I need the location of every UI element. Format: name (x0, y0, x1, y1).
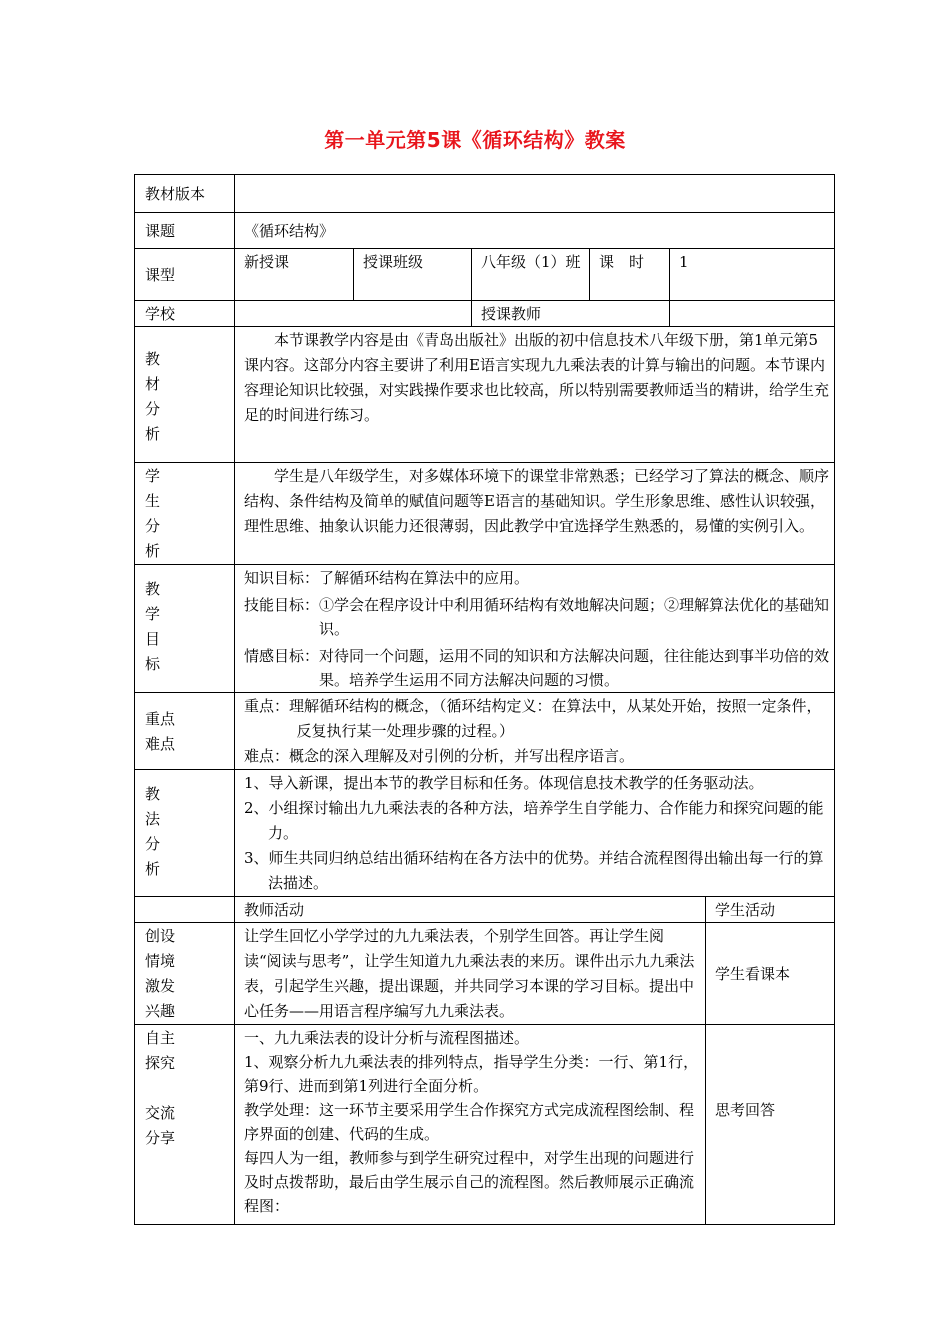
type-value: 新授课 (235, 249, 354, 301)
teacher-activity: 让学生回忆小学学过的九九乘法表，个别学生回答。再让学生阅读“阅读与思考”，让学生知道九九乘法表的来历。课件出示九九乘法表，引起学生兴趣，提出课题，并共同学习本课的学习目标。提出中心任务——用语言程序编写九九乘法表。 (235, 923, 706, 1025)
topic-label: 课题 (135, 213, 235, 249)
goal-emotion: 情感目标：对待同一个问题，运用不同的知识和方法解决问题，往往能达到事半功倍的效果。培养学生运用不同方法解决问题的习惯。 (244, 647, 830, 689)
type-label: 课型 (135, 249, 235, 301)
student-activity-header: 学生活动 (706, 897, 835, 923)
material-label: 教 材 分 析 (135, 327, 235, 463)
student-activity: 学生看课本 (706, 923, 835, 1025)
hours-label: 课 时 (590, 249, 670, 301)
edition-label: 教材版本 (135, 175, 235, 213)
goal-knowledge: 知识目标：了解循环结构在算法中的应用。 (244, 569, 530, 587)
school-value (235, 301, 472, 327)
hours-value: 1 (670, 249, 835, 301)
topic-value: 《循环结构》 (235, 213, 835, 249)
edition-value (235, 175, 835, 213)
class-value: 八年级（1）班 (472, 249, 590, 301)
goals-label: 教 学 目 标 (135, 565, 235, 693)
activity-label: 创设 情境 激发 兴趣 (135, 923, 235, 1025)
method-item: 2、小组探讨输出九九乘法表的各种方法，培养学生自学能力、合作能力和探究问题的能力。 (244, 799, 824, 842)
teacher-activity: 一、九九乘法表的设计分析与流程图描述。 1、观察分析九九乘法表的排列特点，指导学生分类：一行、第1行，第9行、进而到第1列进行全面分析。 教学处理：这一环节主要采用学生合作探究方式完成流程图绘制、程序界面的创建、代码的生成。 每四人为一组，教师参与到学生研究过程中，对学生出现的问题进行及时点拨帮助，最后由学生展示自己的流程图。然后教师展示正确流程图： (235, 1025, 706, 1225)
method-item: 3、师生共同归纳总结出循环结构在各方法中的优势。并结合流程图得出输出每一行的算法描述。 (244, 849, 824, 892)
lesson-plan-table (134, 174, 835, 1225)
keypoints-label: 重点 难点 (135, 693, 235, 770)
goal-skill: 技能目标：①学会在程序设计中利用循环结构有效地解决问题；②理解算法优化的基础知识。 (244, 596, 830, 638)
class-label: 授课班级 (354, 249, 472, 301)
teacher-label: 授课教师 (472, 301, 670, 327)
teacher-value (670, 301, 835, 327)
key-point: 重点：理解循环结构的概念，（循环结构定义：在算法中，从某处开始，按照一定条件，反复执行某一处理步骤的过程。） (244, 697, 822, 740)
document-title: 第一单元第5课《循环结构》教案 (324, 128, 626, 152)
activities-corner (135, 897, 235, 923)
activity-label: 自主 探究 交流 分享 (135, 1025, 235, 1225)
teacher-activity-header: 教师活动 (235, 897, 706, 923)
difficult-point: 难点：概念的深入理解及对引例的分析，并写出程序语言。 (244, 747, 635, 765)
students-label: 学 生 分 析 (135, 463, 235, 565)
method-item: 1、导入新课，提出本节的教学目标和任务。体现信息技术教学的任务驱动法。 (244, 774, 764, 792)
key-difficult-points (235, 693, 835, 770)
methods-label: 教 法 分 析 (135, 770, 235, 897)
students-analysis: 学生是八年级学生，对多媒体环境下的课堂非常熟悉；已经学习了算法的概念、顺序结构、条件结构及简单的赋值问题等E语言的基础知识。学生形象思维、感性认识较强，理性思维、抽象认识能力还很薄弱，因此教学中宜选择学生熟悉的，易懂的实例引入。 (235, 463, 835, 565)
material-analysis: 本节课教学内容是由《青岛出版社》出版的初中信息技术八年级下册，第1单元第5课内容。这部分内容主要讲了利用E语言实现九九乘法表的计算与输出的问题。本节课内容理论知识比较强，对实践操作要求也比较高，所以特别需要教师适当的精讲，给学生充足的时间进行练习。 (235, 327, 835, 463)
school-label: 学校 (135, 301, 235, 327)
student-activity: 思考回答 (706, 1025, 835, 1225)
teaching-goals (235, 565, 835, 693)
teaching-methods (235, 770, 835, 897)
